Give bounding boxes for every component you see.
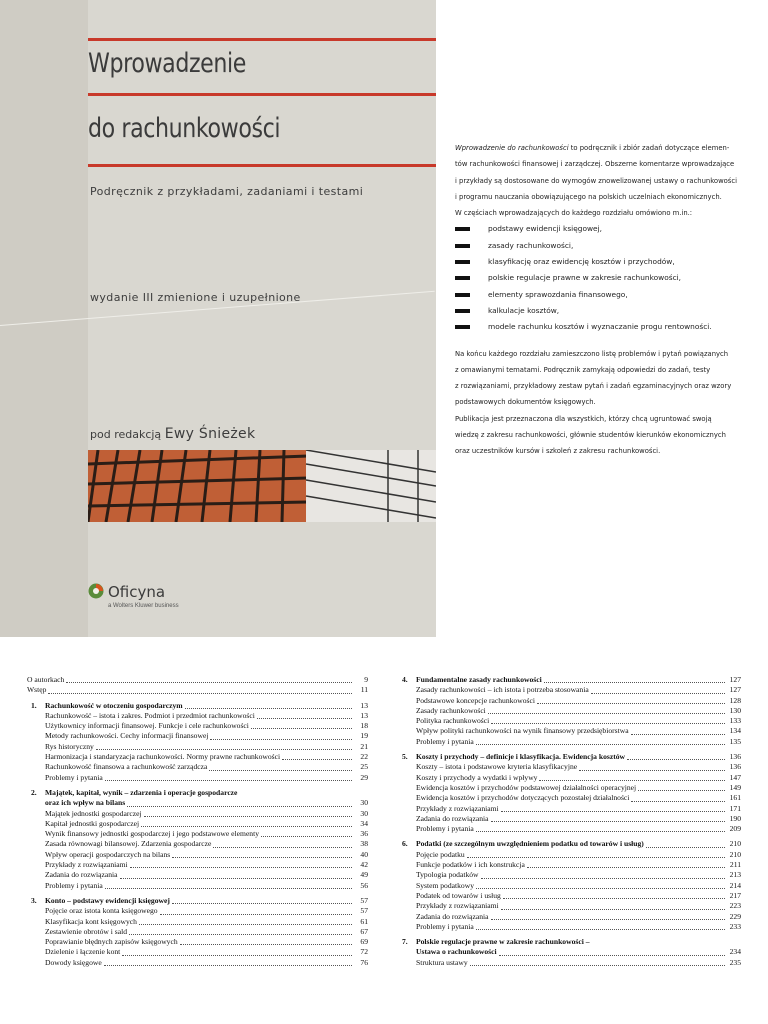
toc-leader-dots [488, 713, 725, 714]
toc-entry [27, 958, 368, 968]
toc-entry-title: Harmonizacja i standaryzacja rachunkowości. Normy prawne rachunkowości [45, 752, 281, 762]
toc-leader-dots [210, 739, 352, 740]
toc-page-number: 72 [360, 947, 368, 957]
toc-entry-title: Metody rachunkowości. Cechy informacji finansowej [45, 731, 209, 741]
toc-entry-title: Struktura ustawy [416, 957, 468, 967]
toc-column-left [27, 675, 368, 968]
toc-entry-title: Użytkownicy informacji finansowej. Funkcje i cele rachunkowości [45, 721, 249, 731]
toc-chapter-number: 2. [31, 787, 37, 797]
bullet-text: elementy sprawozdania finansowego, [488, 289, 628, 299]
toc-entry-title: Kapitał jednostki gospodarczej [45, 818, 140, 828]
toc-page-number: 229 [729, 911, 741, 921]
toc-page-number: 36 [360, 829, 368, 839]
publisher-logo [88, 583, 179, 609]
toc-chapter-number: 5. [402, 752, 408, 762]
toc-chapter-number: 3. [31, 895, 37, 905]
bullet-square-icon [455, 227, 470, 231]
toc-entry-title: Majątek, kapitał, wynik – zdarzenia i operacje gospodarcze [45, 787, 238, 797]
toc-entry [398, 685, 741, 695]
toc-page-number: 61 [360, 916, 368, 926]
blurb-bullet-list [455, 221, 765, 335]
blurb-line: Na końcu każdego rozdziału zamieszczono listę problemów i pytań powiązanych [455, 348, 729, 358]
toc-entry-title: Typologia podatków [416, 870, 479, 880]
toc-page-number: 13 [360, 700, 368, 710]
toc-entry-title: Problemy i pytania [416, 921, 474, 931]
toc-entry [398, 706, 741, 716]
toc-entry-title: Zasada równowagi bilansowej. Zdarzenia gospodarcze [45, 839, 212, 849]
toc-entry-title: oraz ich wpływ na bilans [45, 798, 126, 808]
toc-page-number: 30 [360, 808, 368, 818]
toc-entry-title: Podatek od towarów i usług [416, 890, 501, 900]
blurb-line: tów rachunkowości finansowej i zarządczej. Obszerne komentarze wprowadzające [455, 159, 735, 169]
toc-page-number: 211 [729, 860, 741, 870]
toc-page-number: 128 [729, 695, 741, 705]
toc-entry-title: Problemy i pytania [416, 736, 474, 746]
toc-leader-dots [476, 831, 725, 832]
blurb-bullet [455, 270, 765, 286]
toc-page-number: 25 [360, 762, 368, 772]
toc-page-number: 19 [360, 731, 368, 741]
toc-page-number: 190 [729, 813, 741, 823]
cover-photo [88, 450, 436, 522]
toc-entry [27, 721, 368, 731]
toc-entry-title: Ustawa o rachunkowości [416, 947, 497, 957]
bullet-square-icon [455, 260, 470, 264]
toc-entry [398, 716, 741, 726]
blurb-bullet [455, 287, 765, 303]
toc-entry-title: Podstawowe koncepcje rachunkowości [416, 695, 535, 705]
toc-leader-dots [638, 790, 725, 791]
toc-leader-dots [104, 965, 352, 966]
toc-entry-title: Wstęp [27, 685, 47, 695]
toc-leader-dots [261, 836, 352, 837]
toc-leader-dots [579, 770, 725, 771]
cover-edition: wydanie III zmienione i uzupełnione [90, 291, 301, 304]
toc-entry [27, 809, 368, 819]
blurb-line: i programu nauczania obowiązującego na polskich uczelniach ekonomicznych. [455, 191, 722, 201]
bullet-text: podstawy ewidencji księgowej, [488, 224, 602, 234]
toc-page-number: 57 [360, 895, 368, 905]
toc-page-number: 233 [729, 921, 741, 931]
blurb-book-title: Wprowadzenie do rachunkowości [455, 143, 569, 152]
toc-entry-title: Rachunkowość finansowa a rachunkowość zarządcza [45, 762, 208, 772]
toc-page-number: 135 [729, 736, 741, 746]
toc-chapter-number: 4. [402, 675, 408, 684]
toc-entry-title: Dowody księgowe [45, 957, 102, 967]
toc-entry [398, 793, 741, 803]
toc-entry-title: Problemy i pytania [416, 824, 474, 834]
bullet-text: kalkulacje kosztów, [488, 305, 560, 315]
toc-leader-dots [501, 909, 725, 910]
toc-leader-dots [130, 867, 352, 868]
cover-editor-prefix: pod redakcją [90, 428, 162, 441]
bullet-text: polskie regulacje prawne w zakresie rachunkowości, [488, 273, 682, 283]
toc-entry-title: System podatkowy [416, 880, 475, 890]
bullet-square-icon [455, 276, 470, 280]
toc-page-number: 22 [360, 752, 368, 762]
toc-page-number: 9 [364, 675, 368, 684]
toc-page-number: 217 [729, 890, 741, 900]
toc-entry [27, 850, 368, 860]
cover-title-line1: Wprowadzenie [88, 48, 246, 79]
blurb-bullet [455, 221, 765, 237]
cover-editor [90, 426, 255, 442]
toc-entry-title: Poprawianie błędnych zapisów księgowych [45, 937, 178, 947]
toc-entry [27, 773, 368, 783]
toc-chapter-number: 6. [402, 839, 408, 849]
toc-page-number: 127 [729, 675, 741, 684]
toc-leader-dots [127, 806, 352, 807]
bullet-square-icon [455, 325, 470, 329]
toc-leader-dots [139, 924, 352, 925]
toc-entry-title: Fundamentalne zasady rachunkowości [416, 675, 542, 684]
toc-page-number: 56 [360, 880, 368, 890]
toc-leader-dots [503, 898, 725, 899]
toc-entry [398, 737, 741, 747]
toc-entry [398, 839, 741, 849]
toc-entry-title: Wpływ polityki rachunkowości na wynik finansowy przedsiębiorstwa [416, 726, 629, 736]
toc-leader-dots [491, 821, 725, 822]
toc-entry [398, 824, 741, 834]
toc-page-number: 29 [360, 772, 368, 782]
toc-page-number: 210 [729, 849, 741, 859]
toc-entry [27, 701, 368, 711]
toc-entry [27, 917, 368, 927]
toc-leader-dots [48, 693, 352, 694]
toc-page-number: 67 [360, 926, 368, 936]
toc-leader-dots [476, 888, 725, 889]
toc-entry [398, 696, 741, 706]
toc-leader-dots [476, 744, 725, 745]
toc-page-number: 18 [360, 721, 368, 731]
cover-subtitle: Podręcznik z przykładami, zadaniami i testami [90, 185, 364, 198]
toc-leader-dots [539, 780, 725, 781]
toc-entry [398, 881, 741, 891]
publisher-logo-icon [88, 583, 104, 599]
toc-leader-dots [537, 703, 725, 704]
toc-page-number: 136 [729, 752, 741, 762]
cover-rule-middle [88, 93, 436, 96]
blurb-line: W częściach wprowadzających do każdego rozdziału omówiono m.in.: [455, 208, 693, 218]
toc-leader-dots [120, 878, 352, 879]
toc-entry-title: O autorkach [27, 675, 65, 684]
toc-entry-title: Pojęcie podatku [416, 849, 465, 859]
toc-entry [398, 773, 741, 783]
toc-page-number: 34 [360, 818, 368, 828]
toc-leader-dots [172, 857, 352, 858]
toc-page-number: 127 [729, 685, 741, 695]
toc-page-number: 134 [729, 726, 741, 736]
toc-page-number: 149 [729, 782, 741, 792]
toc-page-number: 42 [360, 860, 368, 870]
toc-page-number: 147 [729, 772, 741, 782]
blurb-bullet [455, 319, 765, 335]
toc-leader-dots [631, 801, 725, 802]
bullet-text: modele rachunku kosztów i wyznaczanie progu rentowności. [488, 322, 712, 332]
toc-leader-dots [499, 955, 725, 956]
toc-leader-dots [122, 955, 352, 956]
toc-entry [27, 675, 368, 685]
toc-entry-title: Rachunkowość – istota i zakres. Podmiot i przedmiot rachunkowości [45, 710, 255, 720]
bullet-square-icon [455, 309, 470, 313]
toc-entry-title: Zadania do rozwiązania [416, 911, 489, 921]
toc-entry [27, 881, 368, 891]
toc-entry-title: Koszty – istota i podstawowe kryteria klasyfikacyjne [416, 762, 578, 772]
toc-entry-title: Konto – podstawy ewidencji księgowej [45, 895, 170, 905]
bullet-square-icon [455, 244, 470, 248]
toc-page-number: 209 [729, 824, 741, 834]
toc-page-number: 30 [360, 798, 368, 808]
toc-entry [398, 726, 741, 736]
toc-page-number: 57 [360, 906, 368, 916]
toc-page-number: 213 [729, 870, 741, 880]
toc-entry-title: Polskie regulacje prawne w zakresie rachunkowości – [416, 937, 590, 947]
blurb-line: i przykłady są dostosowane do wymogów znowelizowanej ustawy o rachunkowości [455, 175, 737, 185]
toc-entry [398, 762, 741, 772]
toc-leader-dots [481, 878, 725, 879]
toc-leader-dots [96, 749, 352, 750]
toc-page-number: 133 [729, 716, 741, 726]
toc-leader-dots [141, 826, 352, 827]
toc-leader-dots [527, 867, 725, 868]
front-cover [0, 0, 436, 637]
toc-entry [27, 829, 368, 839]
blurb-line: Publikacja jest przeznaczona dla wszystkich, którzy chcą ugruntować swoją [455, 413, 712, 423]
bullet-square-icon [455, 293, 470, 297]
toc-entry [27, 788, 368, 798]
toc-entry [398, 912, 741, 922]
toc-page-number: 130 [729, 705, 741, 715]
toc-entry [398, 891, 741, 901]
toc-leader-dots [160, 914, 352, 915]
toc-entry-title: Przykłady z rozwiązaniami [416, 803, 499, 813]
toc-entry [27, 896, 368, 906]
blurb-bullet [455, 254, 765, 270]
toc-entry [27, 927, 368, 937]
toc-leader-dots [631, 734, 725, 735]
toc-entry [27, 762, 368, 772]
back-cover [436, 0, 768, 637]
toc-leader-dots [172, 903, 352, 904]
toc-leader-dots [470, 965, 725, 966]
toc-leader-dots [180, 944, 352, 945]
bullet-text: klasyfikację oraz ewidencję kosztów i przychodów, [488, 257, 675, 267]
toc-entry-title: Polityka rachunkowości [416, 716, 490, 726]
toc-page-number: 40 [360, 849, 368, 859]
toc-entry-title: Wpływ operacji gospodarczych na bilans [45, 849, 171, 859]
toc-entry-title: Wynik finansowy jednostki gospodarczej i jego podstawowe elementy [45, 829, 260, 839]
bullet-text: zasady rachunkowości, [488, 240, 574, 250]
toc-entry-title: Zasady rachunkowości – ich istota i potrzeba stosowania [416, 685, 589, 695]
toc-leader-dots [544, 682, 725, 683]
toc-leader-dots [282, 759, 352, 760]
toc-page-number: 234 [729, 947, 741, 957]
toc-leader-dots [257, 718, 352, 719]
toc-leader-dots [646, 847, 725, 848]
toc-entry [398, 850, 741, 860]
toc-entry-title: Funkcje podatków i ich konstrukcja [416, 860, 525, 870]
toc-entry-title: Ewidencja kosztów i przychodów podstawowej działalności operacyjnej [416, 782, 637, 792]
toc-entry [27, 819, 368, 829]
toc-entry-title: Problemy i pytania [45, 772, 103, 782]
toc-entry [398, 752, 741, 762]
toc-leader-dots [129, 934, 352, 935]
toc-page-number: 11 [360, 685, 368, 695]
blurb-spacer [455, 336, 765, 346]
cover-rule-top [88, 38, 436, 41]
toc-leader-dots [144, 816, 352, 817]
toc-entry-title: Pojęcie oraz istota konta księgowego [45, 906, 158, 916]
back-blurb [455, 140, 765, 460]
toc-leader-dots [105, 780, 352, 781]
toc-entry [27, 860, 368, 870]
toc-entry [27, 742, 368, 752]
toc-leader-dots [491, 919, 725, 920]
toc-entry-title: Zestawienie obrotów i sald [45, 926, 128, 936]
toc-entry-title: Podatki (ze szczególnym uwzględnieniem podatku od towarów i usług) [416, 839, 644, 849]
toc-leader-dots [105, 888, 352, 889]
toc-page-number: 235 [729, 957, 741, 967]
toc-entry [398, 958, 741, 968]
toc-page-number: 214 [729, 880, 741, 890]
publisher-name: Oficyna [108, 583, 166, 601]
toc-entry [27, 937, 368, 947]
toc-entry [398, 814, 741, 824]
toc-leader-dots [476, 929, 725, 930]
toc-entry-title: Ewidencja kosztów i przychodów dotyczących pozostałej działalności [416, 793, 630, 803]
toc-entry-title: Problemy i pytania [45, 880, 103, 890]
toc-page-number: 171 [729, 803, 741, 813]
toc-entry-title: Przykłady z rozwiązaniami [416, 901, 499, 911]
toc-page-number: 21 [360, 741, 368, 751]
toc-entry [398, 947, 741, 957]
toc-page-number: 223 [729, 901, 741, 911]
toc-entry [27, 685, 368, 695]
toc-entry-title: Dzielenie i łączenie kont [45, 947, 121, 957]
toc-leader-dots [185, 708, 352, 709]
toc-leader-dots [467, 857, 725, 858]
toc-entry [27, 798, 368, 808]
toc-entry [398, 937, 741, 947]
cover-rule-bottom [88, 164, 436, 167]
toc-entry [27, 731, 368, 741]
toc-leader-dots [66, 682, 352, 683]
toc-entry-title: Zadania do rozwiązania [416, 813, 489, 823]
toc-entry-title: Koszty i przychody – definicje i klasyfikacja. Ewidencja kosztów [416, 752, 626, 762]
blurb-bullet [455, 238, 765, 254]
toc-entry-title: Koszty i przychody a wydatki i wpływy [416, 772, 538, 782]
cover-title-line2: do rachunkowości [88, 113, 281, 144]
toc-entry-title: Klasyfikacja kont księgowych [45, 916, 137, 926]
toc-page-number: 49 [360, 870, 368, 880]
toc-entry [27, 711, 368, 721]
toc-leader-dots [501, 811, 725, 812]
toc-entry-title: Przykłady z rozwiązaniami [45, 860, 128, 870]
toc-entry [27, 752, 368, 762]
toc-entry [398, 783, 741, 793]
blurb-line: Wprowadzenie do rachunkowości to podręcznik i zbiór zadań dotyczące elemen- [455, 143, 730, 152]
toc-page-number: 136 [729, 762, 741, 772]
blurb-line: wiedzę z zakresu rachunkowości, głównie studentów kierunków ekonomicznych [455, 430, 726, 440]
toc-entry [398, 804, 741, 814]
table-of-contents [0, 637, 768, 1024]
toc-entry [27, 906, 368, 916]
toc-page-number: 161 [729, 793, 741, 803]
toc-entry [398, 901, 741, 911]
publisher-subtitle: a Wolters Kluwer business [108, 603, 179, 609]
blurb-line: z rozwiązaniami, przykładowy zestaw pytań i zadań egzaminacyjnych oraz wzory [455, 381, 732, 391]
toc-leader-dots [209, 770, 352, 771]
toc-entry [398, 860, 741, 870]
toc-entry [398, 922, 741, 932]
toc-leader-dots [213, 847, 352, 848]
toc-chapter-number: 1. [31, 700, 37, 710]
toc-entry-title: Rachunkowość w otoczeniu gospodarczym [45, 700, 183, 710]
blurb-line: podstawowych dokumentów księgowych. [455, 397, 596, 407]
toc-chapter-number: 7. [402, 937, 408, 947]
toc-page-number: 69 [360, 937, 368, 947]
blurb-line: z omawianymi tematami. Podręcznik zamykają odpowiedzi do zadań, testy [455, 364, 711, 374]
toc-entry-title: Zadania do rozwiązania [45, 870, 118, 880]
toc-leader-dots [627, 759, 725, 760]
toc-entry-title: Zasady rachunkowości [416, 705, 486, 715]
toc-entry [27, 870, 368, 880]
toc-entry-title: Majątek jednostki gospodarczej [45, 808, 142, 818]
toc-page-number: 76 [360, 957, 368, 967]
toc-entry [398, 675, 741, 685]
toc-page-number: 38 [360, 839, 368, 849]
toc-column-right [398, 675, 741, 968]
toc-page-number: 210 [729, 839, 741, 849]
blurb-line: oraz uczestników kursów i szkoleń z zakresu rachunkowości. [455, 446, 661, 456]
toc-entry [27, 839, 368, 849]
toc-page-number: 13 [360, 710, 368, 720]
cover-editor-name: Ewy Śnieżek [164, 426, 256, 442]
toc-entry [27, 947, 368, 957]
blurb-bullet [455, 303, 765, 319]
toc-leader-dots [491, 723, 725, 724]
toc-entry [398, 870, 741, 880]
toc-leader-dots [591, 693, 725, 694]
toc-leader-dots [251, 728, 352, 729]
toc-entry-title: Rys historyczny [45, 741, 94, 751]
